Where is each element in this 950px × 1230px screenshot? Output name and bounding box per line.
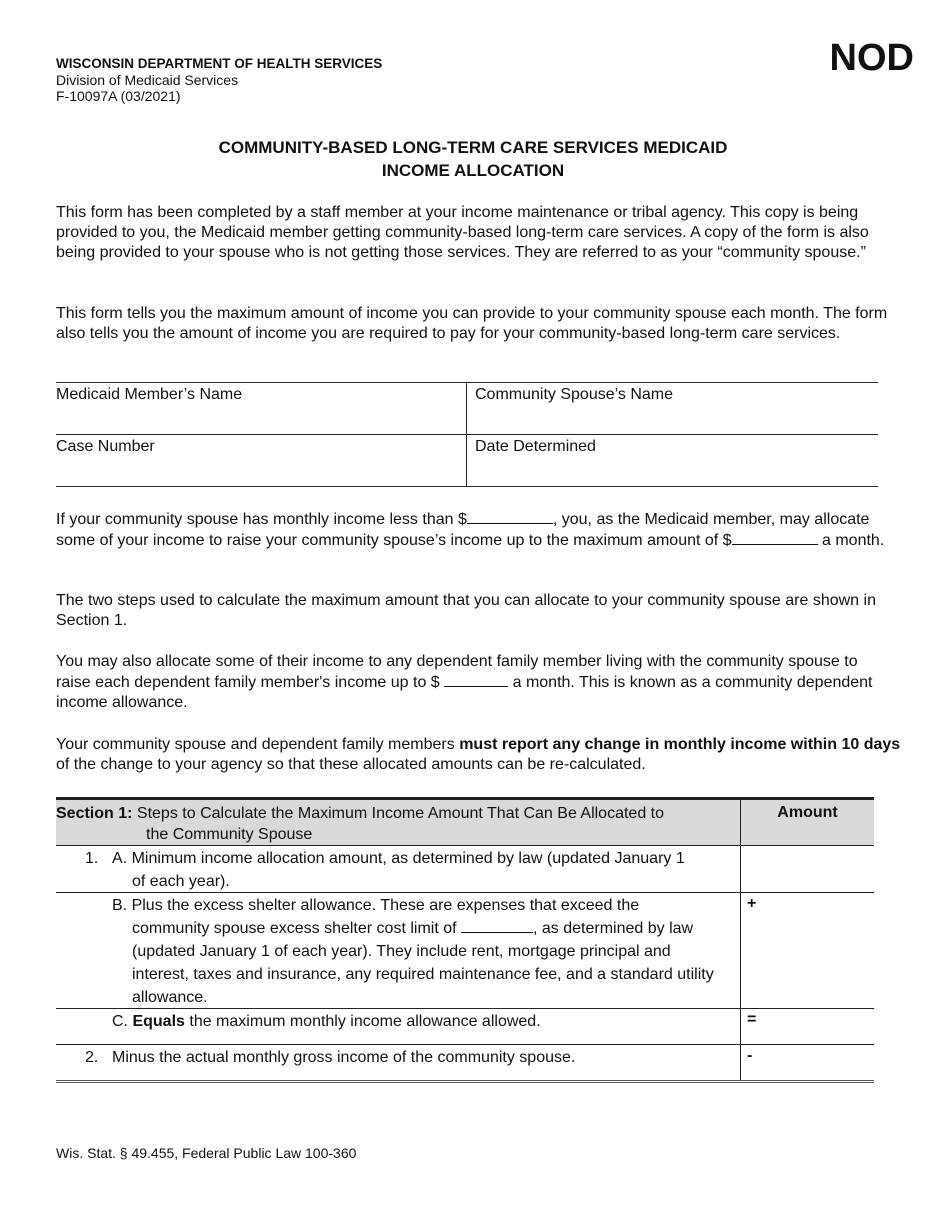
report-text-b: of the change to your agency so that these allocated amounts can be re-calculated.: [56, 756, 646, 774]
row-1b-text-a: B. Plus the excess shelter allowance. These are expenses that exceed the community spouse excess shelter cost limit of: [112, 897, 640, 937]
row-number: 2.: [85, 1049, 99, 1066]
section-1-table: [56, 797, 874, 1083]
income-threshold-blank[interactable]: [467, 509, 553, 524]
section-1-heading: [56, 800, 740, 845]
dependent-amount-blank[interactable]: [444, 672, 508, 687]
member-name-field[interactable]: Medicaid Member’s Name: [56, 386, 243, 403]
row-1c-bold: Equals: [132, 1013, 185, 1030]
section-1-heading-line-2: the Community Spouse: [146, 826, 313, 843]
row-1b-text: [112, 894, 720, 1009]
section-1-header: [56, 800, 874, 846]
row-2-description: [56, 1045, 740, 1080]
row-1b-text-b: , as determined by law (updated January 1 of each year). They include rent, mortgage principal and interest, taxes and insurance, any required maintenance fee, and a standard utility allowance.: [132, 920, 714, 1006]
case-number-field[interactable]: Case Number: [56, 438, 155, 455]
row-2-amount[interactable]: -: [740, 1045, 874, 1080]
dependent-paragraph: [56, 652, 891, 714]
row-1c-prefix: C.: [112, 1013, 133, 1030]
division-name: Division of Medicaid Services: [56, 72, 239, 88]
form-number: F-10097A (03/2021): [56, 88, 181, 104]
legal-citation: Wis. Stat. § 49.455, Federal Public Law 100-360: [56, 1145, 357, 1161]
row-1a-description: [56, 846, 740, 892]
row-1c-text: the maximum monthly income allowance allowed.: [184, 1013, 541, 1030]
steps-paragraph: The two steps used to calculate the maximum amount that you can allocate to your community spouse are shown in Section 1.: [56, 592, 876, 630]
allocation-paragraph: [56, 509, 906, 551]
department-name: WISCONSIN DEPARTMENT OF HEALTH SERVICES: [56, 56, 383, 71]
row-2-text: Minus the actual monthly gross income of the community spouse.: [112, 1049, 576, 1066]
agency-header: [56, 56, 382, 104]
row-1a-text-line-2: of each year).: [132, 873, 230, 890]
row-1a-amount[interactable]: [740, 846, 874, 892]
allocation-text-c: a month.: [817, 532, 885, 550]
row-1b-description: [56, 893, 740, 1008]
field-row-names: [56, 383, 878, 435]
spouse-name-field[interactable]: Community Spouse’s Name: [466, 383, 878, 434]
shelter-cost-limit-blank[interactable]: [461, 918, 533, 933]
maximum-amount-blank[interactable]: [732, 530, 818, 545]
section-1-heading-line-1: Steps to Calculate the Maximum Income Amount That Can Be Allocated to: [132, 805, 665, 822]
allocation-text-a: If your community spouse has monthly income less than $: [56, 511, 467, 528]
section-1-lead: Section 1:: [56, 805, 133, 822]
page-title: [0, 136, 946, 182]
report-text-bold: must report any change in monthly income within 10 days: [459, 736, 901, 753]
row-1b-amount[interactable]: +: [740, 893, 874, 1008]
intro-paragraph-2: This form tells you the maximum amount of income you can provide to your community spouse each month. The form also tells you the amount of income you are required to pay for your community-based long-term care services.: [56, 305, 888, 343]
table-row: [56, 893, 874, 1009]
dependent-text-a: You may also allocate some of their income to any dependent family member living with the community spouse to raise each dependent family member's income up to $: [56, 653, 858, 692]
row-1c-amount[interactable]: =: [740, 1009, 874, 1044]
table-row: [56, 1009, 874, 1045]
allocation-text-b: , you, as the Medicaid member, may allocate some of your income to raise your community spouse’s income up to the maximum amount of $: [56, 511, 870, 550]
member-info-fields: [56, 382, 878, 487]
row-1c-description: [56, 1009, 740, 1044]
row-1a-text-line-1: A. Minimum income allocation amount, as determined by law (updated January 1: [112, 850, 685, 867]
title-line-1: COMMUNITY-BASED LONG-TERM CARE SERVICES MEDICAID: [218, 138, 728, 157]
intro-paragraph-1: This form has been completed by a staff member at your income maintenance or tribal agency. This copy is being provided to you, the Medicaid member getting community-based long-term care services. A copy of the form is also being provided to your spouse who is not getting those services. They are referred to as your “community spouse.”: [56, 204, 869, 262]
report-text-a: Your community spouse and dependent family members: [56, 736, 460, 753]
amount-column-header: Amount: [740, 800, 874, 845]
field-row-case: [56, 435, 878, 487]
table-row: [56, 846, 874, 893]
title-line-2: INCOME ALLOCATION: [381, 161, 565, 180]
dependent-text-b: a month. This is known as a community dependent income allowance.: [56, 674, 873, 712]
form-code: NOD: [829, 37, 914, 79]
row-number: 1.: [85, 850, 99, 867]
report-change-paragraph: [56, 735, 906, 775]
date-determined-field[interactable]: Date Determined: [466, 435, 878, 486]
table-row: [56, 1045, 874, 1080]
